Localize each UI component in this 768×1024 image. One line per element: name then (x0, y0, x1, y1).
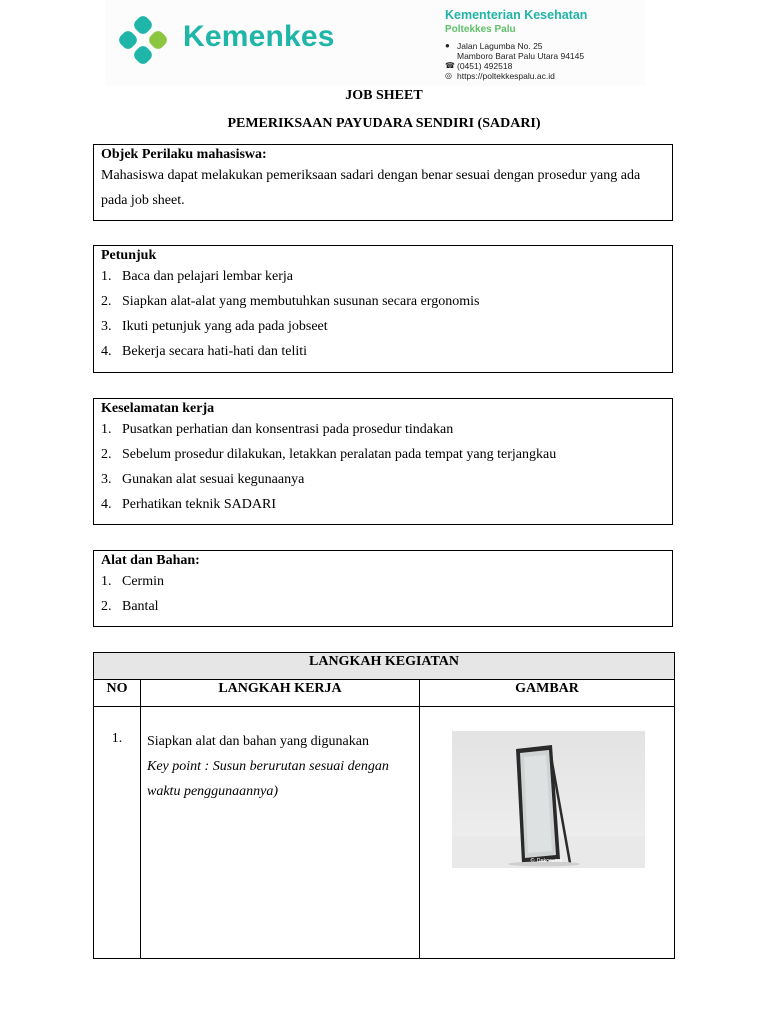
steps-table (93, 652, 675, 959)
website-link[interactable]: https://poltekkespalu.ac.id (457, 71, 555, 81)
item-text: Perhatikan teknik SADARI (122, 497, 276, 512)
address-line-2: Mamboro Barat Palu Utara 94145 (457, 51, 585, 61)
instructions-box (93, 245, 673, 373)
list-item (101, 442, 665, 467)
item-text: Cermin (122, 574, 164, 589)
mirror-photo (452, 731, 645, 868)
step-text: Siapkan alat dan bahan yang digunakan (147, 734, 369, 749)
item-text: Sebelum prosedur dilakukan, letakkan peralatan pada tempat yang terjangkau (122, 447, 557, 462)
item-number: 1. (101, 422, 112, 437)
phone-icon: ☎ (445, 61, 455, 70)
item-number: 2. (101, 599, 112, 614)
item-text: Pusatkan perhatian dan konsentrasi pada prosedur tindakan (122, 422, 454, 437)
item-text: Siapkan alat-alat yang membutuhkan susunan secara ergonomis (122, 294, 480, 309)
safety-box (93, 398, 673, 525)
document-title: JOB SHEET (345, 88, 423, 103)
item-number: 3. (101, 472, 112, 487)
institution-name: Kementerian Kesehatan (445, 8, 588, 22)
item-number: 3. (101, 319, 112, 334)
list-item (101, 289, 665, 314)
address-line-1: Jalan Lagumba No. 25 (457, 41, 543, 51)
objective-text: Mahasiswa dapat melakukan pemeriksaan sadari dengan benar sesuai dengan prosedur yang ada pada job sheet. (101, 168, 641, 208)
list-item (101, 339, 665, 364)
svg-text:© Dekoruma: © Dekoruma (530, 858, 563, 864)
item-number: 4. (101, 344, 112, 359)
list-item (101, 492, 665, 517)
item-number: 1. (101, 269, 112, 284)
phone-number: (0451) 492518 (457, 61, 513, 71)
address-row (445, 41, 587, 61)
item-number: 2. (101, 447, 112, 462)
item-text: Baca dan pelajari lembar kerja (122, 269, 294, 284)
objective-heading: Objek Perilaku mahasiswa: (101, 147, 267, 162)
globe-icon: ◎ (445, 71, 452, 80)
column-header-step: LANGKAH KERJA (141, 680, 420, 707)
item-number: 1. (101, 574, 112, 589)
instructions-heading: Petunjuk (101, 248, 157, 263)
table-caption: LANGKAH KEGIATAN (94, 653, 675, 680)
location-pin-icon: ● (445, 41, 450, 50)
item-number: 4. (101, 497, 112, 512)
column-header-image: GAMBAR (420, 680, 675, 707)
materials-heading: Alat dan Bahan: (101, 553, 200, 568)
item-text: Bantal (122, 599, 159, 614)
institution-block (445, 8, 587, 81)
website-row (445, 71, 587, 81)
list-item (101, 569, 665, 594)
materials-box (93, 550, 673, 627)
step-number: 1. (94, 707, 141, 959)
list-item (101, 417, 665, 442)
phone-row (445, 61, 587, 71)
step-key-point: Key point : Susun berurutan sesuai dengan waktu penggunaannya) (147, 759, 389, 799)
objective-box (93, 144, 673, 221)
item-text: Bekerja secara hati-hati dan teliti (122, 344, 308, 359)
item-number: 2. (101, 294, 112, 309)
list-item (101, 467, 665, 492)
campus-name: Poltekkes Palu (445, 24, 516, 35)
list-item (101, 264, 665, 289)
document-subtitle: PEMERIKSAAN PAYUDARA SENDIRI (SADARI) (227, 116, 541, 131)
brand-wordmark: Kemenkes (183, 20, 335, 53)
image-cell (420, 707, 675, 959)
column-header-no: NO (94, 680, 141, 707)
table-row (94, 707, 675, 959)
step-cell (141, 707, 420, 959)
item-text: Gunakan alat sesuai kegunaanya (122, 472, 305, 487)
list-item (101, 594, 665, 619)
safety-heading: Keselamatan kerja (101, 401, 215, 416)
list-item (101, 314, 665, 339)
item-text: Ikuti petunjuk yang ada pada jobseet (122, 319, 328, 334)
kemenkes-logo-icon (118, 15, 168, 65)
standing-mirror-icon (452, 731, 645, 868)
